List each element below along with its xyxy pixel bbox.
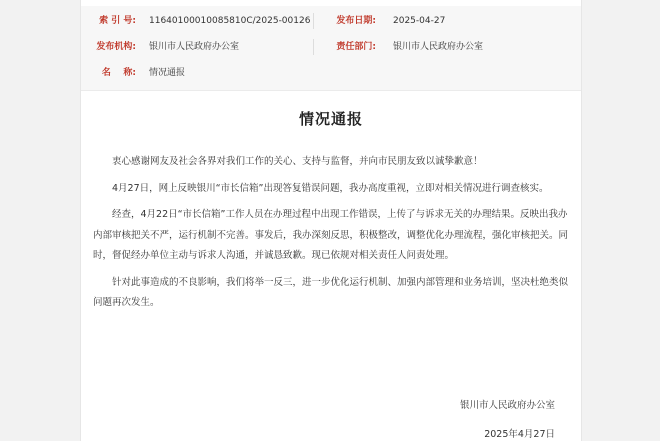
publish-date-label: 发布日期: bbox=[336, 16, 376, 26]
signature-date: 2025年4月27日 bbox=[484, 429, 555, 440]
column-divider bbox=[313, 13, 314, 29]
document-name-value: 情况通报 bbox=[149, 68, 186, 78]
body-paragraph: 针对此事造成的不良影响，我们将举一反三，进一步优化运行机制、加强内部管理和业务培训，坚决杜绝类似问题再次发生。 bbox=[93, 276, 569, 308]
column-divider bbox=[313, 39, 314, 55]
publishing-org-value: 银川市人民政府办公室 bbox=[149, 42, 240, 52]
metadata-row-index bbox=[81, 10, 581, 32]
document-page bbox=[80, 0, 582, 441]
metadata-row-org bbox=[81, 36, 581, 58]
publishing-org-label: 发布机构: bbox=[96, 42, 136, 52]
metadata-row-name bbox=[81, 62, 581, 84]
publish-date-value: 2025-04-27 bbox=[393, 16, 446, 26]
document-title: 情况通报 bbox=[298, 110, 363, 128]
document-name-label: 名 称: bbox=[101, 68, 136, 78]
body-paragraph: 衷心感谢网友及社会各界对我们工作的关心、支持与监督，并向市民朋友致以诚挚歉意！ bbox=[112, 156, 483, 167]
document-body bbox=[93, 152, 569, 320]
body-paragraph: 经查，4月22日“市长信箱”工作人员在办理过程中出现工作错误，上传了与诉求无关的办理结果。反映出我办内部审核把关不严，运行机制不完善。事发后，我办深刻反思，积极整改，调整优化办理流程，强化审核把关。同时，督促经办单位主动与诉求人沟通，并诚恳致歉。现已依规对相关责任人问责处理。 bbox=[93, 209, 569, 261]
responsible-dept-label: 责任部门: bbox=[336, 42, 376, 52]
metadata-table bbox=[81, 6, 581, 91]
index-number-label: 索 引 号: bbox=[99, 16, 136, 26]
signature-organization: 银川市人民政府办公室 bbox=[459, 400, 555, 411]
body-paragraph: 4月27日，网上反映银川“市长信箱”出现答复错误问题，我办高度重视，立即对相关情况进行调查核实。 bbox=[112, 182, 549, 194]
index-number-value: 11640100010085810C/2025-00126 bbox=[149, 16, 311, 26]
responsible-dept-value: 银川市人民政府办公室 bbox=[393, 42, 484, 52]
